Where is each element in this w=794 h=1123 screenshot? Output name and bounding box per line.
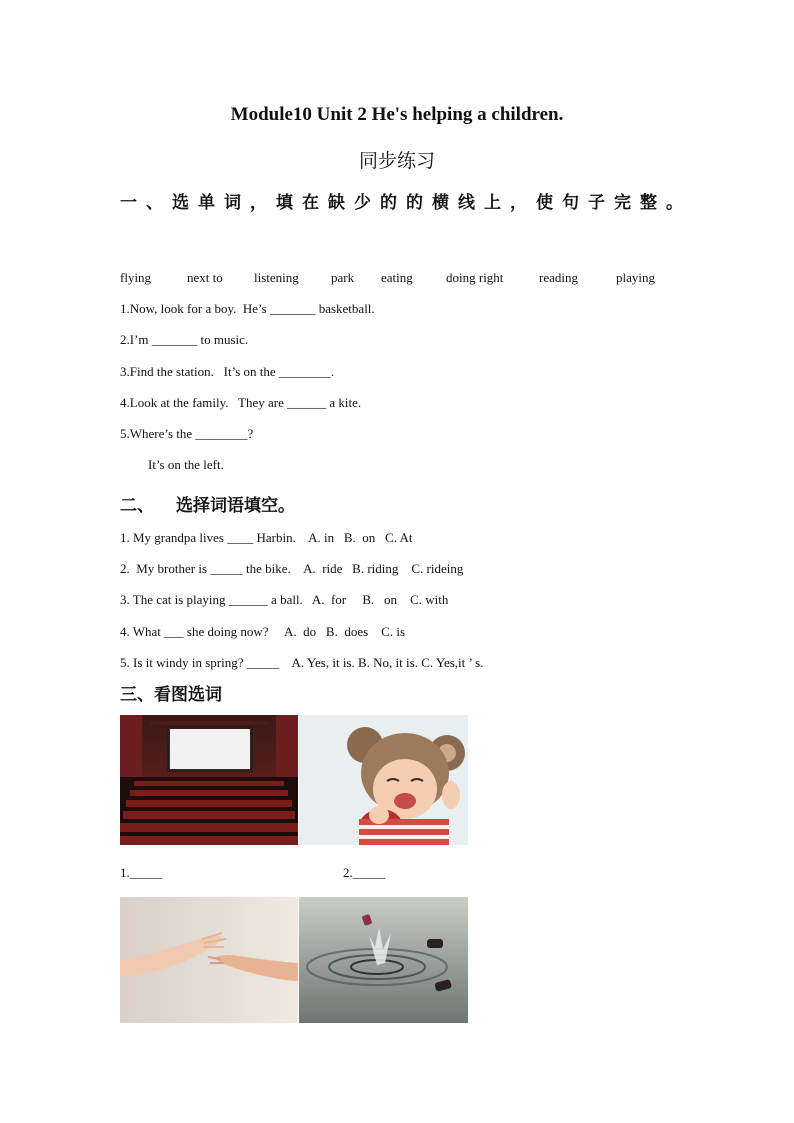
- word-bank-item: next to: [187, 270, 223, 285]
- section2-heading-number: 二、: [120, 496, 154, 516]
- worksheet-subtitle: 同步练习: [358, 150, 435, 172]
- section1-answer-line: It’s on the left.: [148, 457, 224, 472]
- worksheet-title: Module10 Unit 2 He's helping a children.: [230, 104, 564, 125]
- section1-question: 5.Where’s the ________?: [120, 426, 254, 441]
- section1-question: 1.Now, look for a boy. He’s _______ basketball.: [120, 301, 375, 316]
- picture-blank-2: 2._____: [343, 865, 386, 880]
- cinema-image: [120, 715, 298, 845]
- section2-heading: 选择词语填空。: [176, 496, 295, 516]
- picture-blank-1: 1._____: [120, 865, 163, 880]
- hands-image: [120, 897, 298, 1023]
- section2-question: 5. Is it windy in spring? _____ A. Yes, it is. B. No, it is. C. Yes,it ’ s.: [120, 655, 484, 670]
- word-bank-item: flying: [120, 270, 152, 285]
- section2-question: 3. The cat is playing ______ a ball. A. for B. on C. with: [120, 592, 449, 607]
- word-bank-item: reading: [539, 270, 578, 285]
- section1-question: 4.Look at the family. They are ______ a kite.: [120, 395, 362, 410]
- word-bank-item: listening: [254, 270, 299, 285]
- word-bank-item: playing: [616, 270, 655, 285]
- water-splash-image: [299, 897, 468, 1023]
- section1-question: 2.I’m _______ to music.: [120, 332, 249, 347]
- section1-question: 3.Find the station. It’s on the ________.: [120, 364, 335, 379]
- section2-question: 4. What ___ she doing now? A. do B. does C. is: [120, 624, 406, 639]
- baby-image: [299, 715, 468, 845]
- section2-question: 2. My brother is _____ the bike. A. ride B. riding C. rideing: [120, 561, 464, 576]
- word-bank-item: eating: [381, 270, 413, 285]
- word-bank-item: park: [331, 270, 355, 285]
- section2-question: 1. My grandpa lives ____ Harbin. A. in B. on C. At: [120, 530, 413, 545]
- section3-heading: 三、看图选词: [120, 685, 222, 705]
- word-bank-item: doing right: [446, 270, 504, 285]
- section1-heading: 一、选单词，填在缺少的的横线上，使句子完整。: [120, 193, 692, 213]
